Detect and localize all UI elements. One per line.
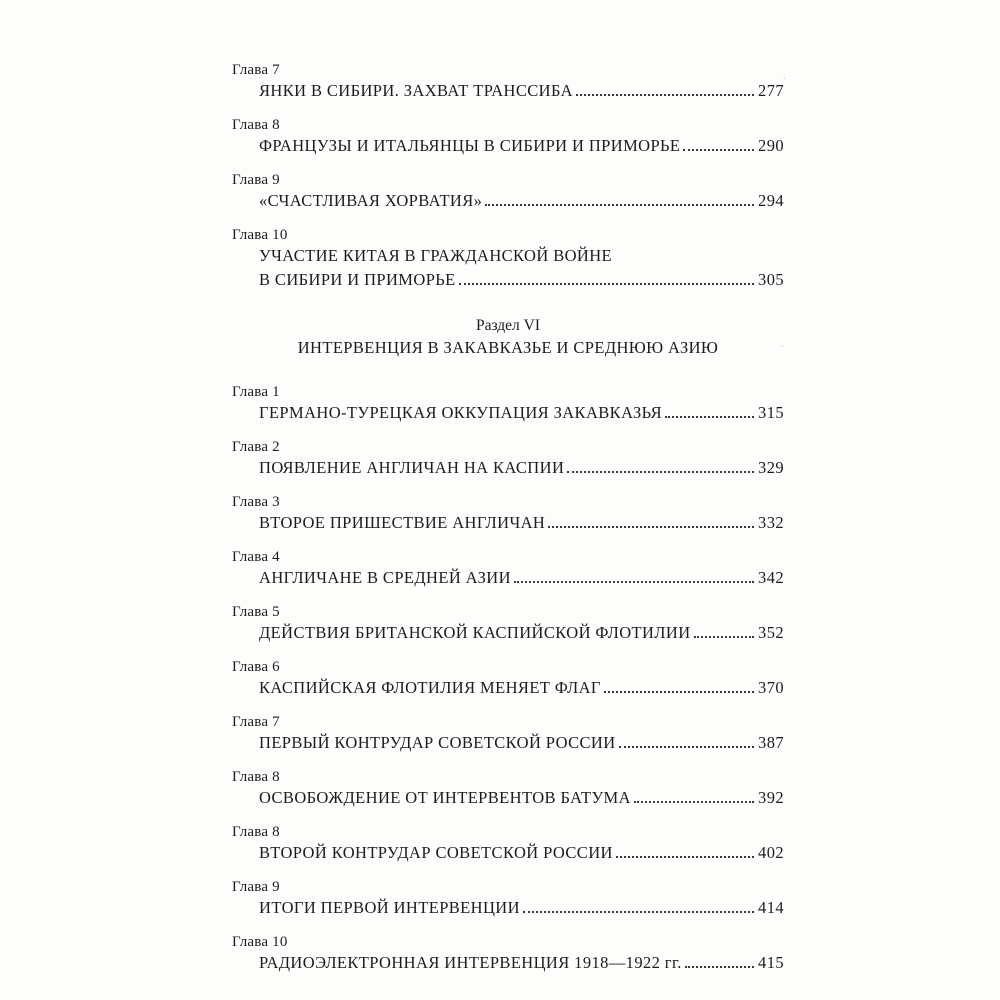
toc-entry [232, 934, 784, 975]
chapter-label: Глава 7 [232, 62, 280, 78]
chapter-title: ГЕРМАНО-ТУРЕЦКАЯ ОККУПАЦИЯ ЗАКАВКАЗЬЯ [259, 403, 663, 422]
dot-leader [514, 581, 754, 583]
chapter-label: Глава 10 [232, 934, 288, 950]
chapter-title-line [259, 134, 784, 158]
toc-entry [232, 549, 784, 590]
chapter-label: Глава 10 [232, 227, 288, 243]
page-number: 415 [758, 953, 784, 972]
chapter-title: ПОЯВЛЕНИЕ АНГЛИЧАН НА КАСПИИ [259, 458, 565, 477]
page-number: 392 [758, 788, 784, 807]
chapter-label: Глава 9 [232, 879, 280, 895]
chapter-title-line [259, 268, 784, 292]
chapter-title-line [259, 951, 784, 975]
toc-entry [232, 659, 784, 700]
chapter-title-line [259, 621, 784, 645]
dot-leader [634, 801, 754, 803]
chapter-title-line [259, 79, 784, 103]
page-number: 329 [758, 458, 784, 477]
chapter-title: ОСВОБОЖДЕНИЕ ОТ ИНТЕРВЕНТОВ БАТУМА [259, 788, 631, 807]
dot-leader [619, 746, 755, 748]
page-number: 352 [758, 623, 784, 642]
toc-entry [232, 227, 784, 292]
dot-leader [548, 526, 754, 528]
chapter-title-line [259, 189, 784, 213]
chapter-title-line [259, 786, 784, 810]
bleed-through-mark: · [782, 72, 787, 87]
page-number: 290 [758, 136, 784, 155]
dot-leader [576, 94, 754, 96]
page-number: 315 [758, 403, 784, 422]
page-number: 332 [758, 513, 784, 532]
section-heading [232, 316, 784, 360]
bleed-through-mark: · [780, 340, 785, 355]
chapter-title: ЯНКИ В СИБИРИ. ЗАХВАТ ТРАНССИБА [259, 81, 573, 100]
chapter-title-line [259, 896, 784, 920]
toc-entry [232, 117, 784, 158]
page-number: 294 [758, 191, 784, 210]
chapter-list-section-v [232, 62, 784, 292]
toc-entry [232, 62, 784, 103]
chapter-title: УЧАСТИЕ КИТАЯ В ГРАЖДАНСКОЙ ВОЙНЕ [259, 246, 613, 265]
section-title: ИНТЕРВЕНЦИЯ В ЗАКАВКАЗЬЕ И СРЕДНЮЮ АЗИЮ [297, 338, 719, 357]
toc-entry [232, 172, 784, 213]
toc-entry [232, 824, 784, 865]
chapter-title: ВТОРОЕ ПРИШЕСТВИЕ АНГЛИЧАН [259, 513, 546, 532]
chapter-title: ФРАНЦУЗЫ И ИТАЛЬЯНЦЫ В СИБИРИ И ПРИМОРЬЕ [259, 136, 681, 155]
chapter-title: АНГЛИЧАНЕ В СРЕДНЕЙ АЗИИ [259, 568, 511, 587]
chapter-title: «СЧАСТЛИВАЯ ХОРВАТИЯ» [259, 191, 483, 210]
chapter-title-line [259, 731, 784, 755]
toc-entry [232, 384, 784, 425]
chapter-title-line [259, 676, 784, 700]
toc-entry [232, 494, 784, 535]
chapter-title: ПЕРВЫЙ КОНТРУДАР СОВЕТСКОЙ РОССИИ [259, 733, 616, 752]
toc-entry [232, 439, 784, 480]
page-number: 387 [758, 733, 784, 752]
chapter-title-line [259, 511, 784, 535]
chapter-title: КАСПИЙСКАЯ ФЛОТИЛИЯ МЕНЯЕТ ФЛАГ [259, 678, 601, 697]
dot-leader [459, 283, 754, 285]
chapter-label: Глава 4 [232, 549, 280, 565]
dot-leader [604, 691, 754, 693]
dot-leader [485, 204, 754, 206]
chapter-label: Глава 5 [232, 604, 280, 620]
chapter-label: Глава 2 [232, 439, 280, 455]
chapter-label: Глава 9 [232, 172, 280, 188]
chapter-title: ДЕЙСТВИЯ БРИТАНСКОЙ КАСПИЙСКОЙ ФЛОТИЛИИ [259, 623, 691, 642]
dot-leader [683, 149, 754, 151]
dot-leader [567, 471, 754, 473]
page-number: 402 [758, 843, 784, 862]
toc-entry [232, 769, 784, 810]
page-number: 414 [758, 898, 784, 917]
page-number: 277 [758, 81, 784, 100]
chapter-title: ВТОРОЙ КОНТРУДАР СОВЕТСКОЙ РОССИИ [259, 843, 613, 862]
page-number: 342 [758, 568, 784, 587]
chapter-label: Глава 8 [232, 824, 280, 840]
section-label: Раздел VI [475, 317, 541, 334]
toc-entry [232, 604, 784, 645]
chapter-title-line [259, 401, 784, 425]
chapter-title: ИТОГИ ПЕРВОЙ ИНТЕРВЕНЦИИ [259, 898, 520, 917]
toc-entry [232, 879, 784, 920]
chapter-label: Глава 7 [232, 714, 280, 730]
chapter-label: Глава 1 [232, 384, 280, 400]
table-of-contents [232, 62, 784, 989]
chapter-title-line [259, 456, 784, 480]
chapter-label: Глава 8 [232, 769, 280, 785]
chapter-list-section-vi [232, 384, 784, 975]
page-number: 370 [758, 678, 784, 697]
toc-entry [232, 714, 784, 755]
chapter-title: РАДИОЭЛЕКТРОННАЯ ИНТЕРВЕНЦИЯ 1918—1922 гг. [259, 953, 682, 972]
chapter-label: Глава 8 [232, 117, 280, 133]
dot-leader [665, 416, 754, 418]
chapter-title: В СИБИРИ И ПРИМОРЬЕ [259, 270, 456, 289]
chapter-title-line [259, 566, 784, 590]
dot-leader [523, 911, 754, 913]
page-number: 305 [758, 270, 784, 289]
chapter-label: Глава 3 [232, 494, 280, 510]
dot-leader [616, 856, 754, 858]
chapter-label: Глава 6 [232, 659, 280, 675]
dot-leader [694, 636, 755, 638]
dot-leader [685, 966, 754, 968]
chapter-title-line [259, 841, 784, 865]
